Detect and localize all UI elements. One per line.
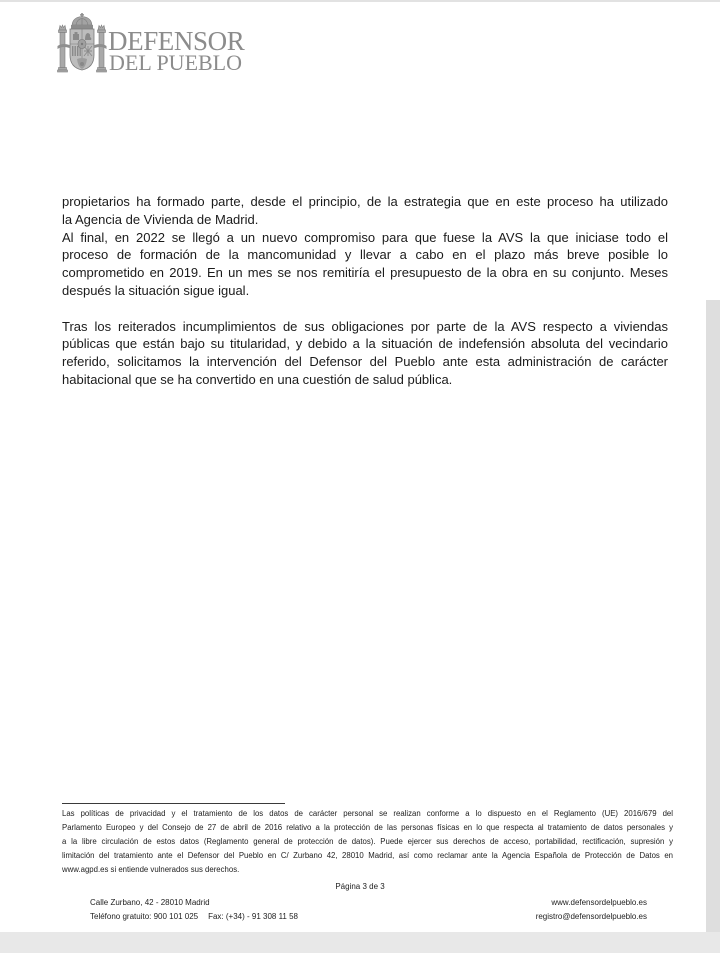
footnote-divider <box>62 803 285 804</box>
body-line: la Agencia de Vivienda de Madrid. <box>62 211 259 227</box>
left-pillar-shape <box>58 25 68 72</box>
right-pillar-shape <box>97 25 107 72</box>
body-line: habitacional que se ha convertido en una cuestión de salud pública. <box>62 371 453 387</box>
phone-number: Teléfono gratuito: 900 101 025 <box>90 912 199 921</box>
privacy-footnote <box>62 807 673 877</box>
footnote-line: Las políticas de privacidad y el tratamiento de los datos de carácter personal se realizan conforme a lo dispuesto en el Reglamento (UE) 2016/679 del <box>62 809 673 818</box>
paragraph <box>62 193 668 229</box>
postal-address: Calle Zurbano, 42 - 28010 Madrid <box>90 898 210 907</box>
coat-of-arms-icon <box>57 13 107 77</box>
website-text: www.defensordelpueblo.es <box>551 898 647 907</box>
viewer-right-edge <box>706 300 720 932</box>
body-line: Al final, en 2022 se llegó a un nuevo compromiso para que fuese la AVS la que iniciase todo el <box>62 229 668 245</box>
footnote-line: Parlamento Europeo y del Consejo de 27 de abril de 2016 relativo a la protección de las personas físicas en lo que respecta al tratamiento de datos personales y <box>62 823 673 832</box>
footnote-line: www.agpd.es si entiende vulnerados sus derechos. <box>62 865 240 874</box>
paragraph <box>62 229 668 300</box>
body-line: referido, solicitamos la intervención del Defensor del Pueblo ante esta administración de carácter <box>62 354 668 370</box>
footnote-line: limitación del tratamiento ante el Defensor del Pueblo en C/ Zurbano 42, 28010 Madrid, así como reclamar ante la Agencia Española de Protección de Datos en <box>62 851 673 860</box>
shield-shape <box>70 29 94 70</box>
viewer-bottom-edge <box>0 932 720 953</box>
logo-wordmark-line2: DEL PUEBLO <box>109 50 243 75</box>
fax-number: Fax: (+34) - 91 308 11 58 <box>208 912 298 921</box>
body-line: públicas que están bajo su titularidad, y debido a la situación de indefensión absoluta del vecindario <box>62 336 668 352</box>
phone-fax-line <box>90 910 298 924</box>
footer-address-block <box>90 896 298 924</box>
letter-body <box>62 193 668 389</box>
body-line: después la situación sigue igual. <box>62 282 250 298</box>
body-line: proceso de formación de la mancomunidad y llevar a cabo en el plazo más breve posible lo <box>62 247 668 263</box>
page-number: Página 3 de 3 <box>335 882 385 891</box>
footnote-line: a la libre circulación de estos datos (Reglamento general de protección de datos). Puede ejercer sus derechos de acceso, portabilidad, rectificación, supresión y <box>62 837 673 846</box>
body-line: comprometido en 2019. En un mes se nos remitiría el presupuesto de la obra en su conjunto. Meses <box>62 265 668 281</box>
body-line: Tras los reiterados incumplimientos de sus obligaciones por parte de la AVS respecto a viviendas <box>62 318 668 334</box>
logo-wordmark-line1: DEFENSOR <box>108 26 245 56</box>
royal-crown-shape <box>71 13 93 29</box>
email-text: registro@defensordelpueblo.es <box>535 912 647 921</box>
viewer-top-edge <box>0 0 720 2</box>
footer-contact-block <box>536 896 647 924</box>
body-line: propietarios ha formado parte, desde el principio, de la estrategia que en este proceso ha utilizado <box>62 194 668 209</box>
paragraph <box>62 318 668 389</box>
